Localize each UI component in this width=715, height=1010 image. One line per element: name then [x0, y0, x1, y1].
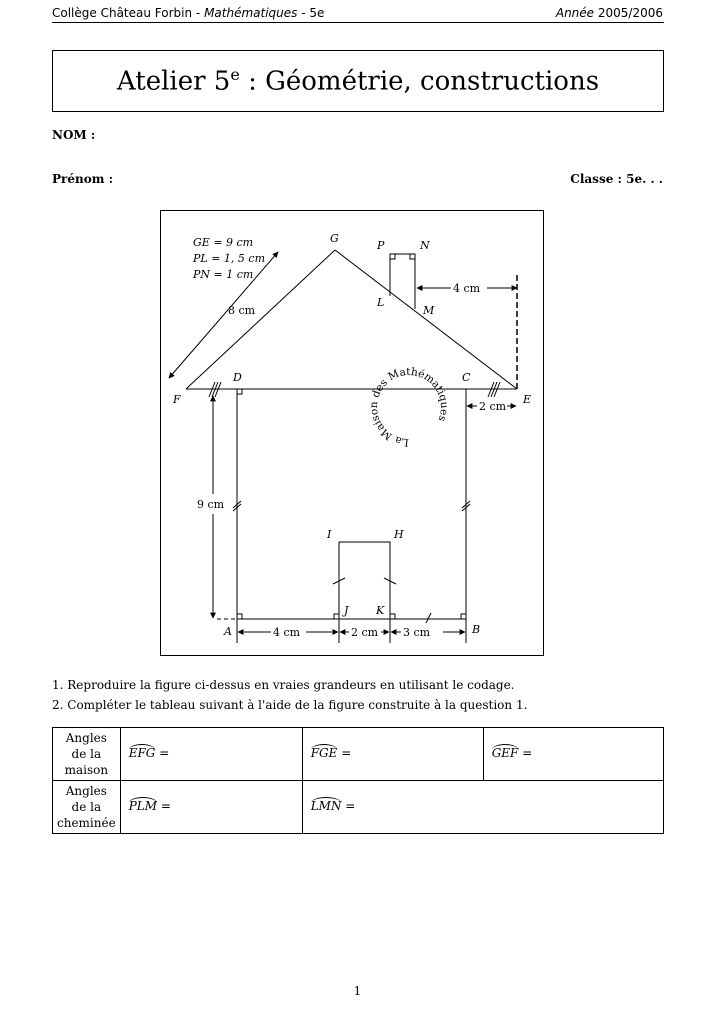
- title-prefix: Atelier 5: [116, 66, 231, 97]
- row-head-line: Angles: [65, 731, 107, 745]
- cell-lmn[interactable]: [302, 781, 663, 834]
- year-label: Année: [555, 6, 595, 20]
- point-l: L: [377, 296, 385, 309]
- header-right: [556, 6, 663, 20]
- point-m: M: [423, 304, 435, 317]
- cell-gef[interactable]: [483, 728, 663, 781]
- right-angle-j: [334, 614, 339, 619]
- equals-sign: =: [155, 746, 170, 760]
- given-pn: PN = 1 cm: [193, 268, 254, 281]
- table-row-maison: [53, 728, 664, 781]
- point-n: N: [420, 239, 430, 252]
- equals-sign: =: [518, 746, 533, 760]
- given-ge: GE = 9 cm: [193, 236, 254, 249]
- point-c: C: [462, 371, 471, 384]
- point-p: P: [377, 239, 385, 252]
- point-i: I: [327, 528, 332, 541]
- point-h: H: [394, 528, 404, 541]
- header-separator: -: [192, 6, 205, 20]
- dim-label-da: 9 cm: [197, 498, 225, 511]
- dim-label-c-to-e: 2 cm: [479, 400, 507, 413]
- point-a: A: [224, 625, 232, 638]
- school-year: 2005/2006: [597, 6, 663, 20]
- dim-label-jk: 2 cm: [351, 626, 379, 639]
- right-angle-k: [390, 614, 395, 619]
- question-1: 1. Reproduire la figure ci-dessus en vraies grandeurs en utilisant le codage.: [52, 678, 515, 692]
- cell-plm[interactable]: [120, 781, 302, 834]
- equals-sign: =: [341, 799, 356, 813]
- row-head-maison: [53, 728, 121, 781]
- question-2: 2. Compléter le tableau suivant à l'aide de la figure construite à la question 1.: [52, 698, 528, 712]
- class-level: - 5e: [297, 6, 325, 20]
- equals-sign: =: [337, 746, 352, 760]
- angle-plm: PLM: [128, 799, 158, 813]
- header-rule: [52, 22, 664, 23]
- row-head-line: cheminée: [57, 816, 116, 830]
- point-b: B: [472, 623, 481, 636]
- angle-lmn: LMN: [310, 799, 342, 813]
- row-head-line: de la: [71, 747, 102, 761]
- point-e: E: [523, 393, 532, 406]
- right-angle-a: [237, 614, 242, 619]
- angles-table: [52, 727, 664, 834]
- school-name: Collège Château Forbin: [52, 6, 193, 20]
- dim-label-aj: 4 cm: [273, 626, 301, 639]
- row-head-cheminee: [53, 781, 121, 834]
- point-k: K: [376, 604, 385, 617]
- prenom-field-label: Prénom :: [52, 172, 114, 186]
- right-angle-n: [410, 254, 415, 259]
- dim-label-kb: 3 cm: [403, 626, 431, 639]
- title-superscript: e: [230, 65, 240, 85]
- nom-field-label: NOM :: [52, 128, 96, 142]
- maison-stamp: La Maison des Mathématiques: [367, 365, 451, 449]
- point-f: F: [173, 393, 181, 406]
- angle-fge: FGE: [310, 746, 338, 760]
- right-angle-p: [390, 254, 395, 259]
- classe-field-label: Classe : 5e. . .: [570, 172, 663, 186]
- angle-efg: EFG: [128, 746, 156, 760]
- right-angle-b: [461, 614, 466, 619]
- table-row-cheminee: [53, 781, 664, 834]
- house-diagram: [161, 211, 543, 655]
- title-suffix: : Géométrie, constructions: [239, 66, 600, 97]
- page-number: 1: [353, 984, 362, 998]
- code-kb: [426, 613, 431, 623]
- row-head-line: Angles: [65, 784, 107, 798]
- dim-label-fg: 8 cm: [228, 304, 256, 317]
- page-title: [117, 65, 599, 97]
- cell-efg[interactable]: [120, 728, 302, 781]
- row-head-line: de la: [71, 800, 102, 814]
- given-pl: PL = 1, 5 cm: [193, 252, 265, 265]
- point-j: J: [344, 604, 349, 617]
- row-head-line: maison: [64, 763, 109, 777]
- house-figure: [160, 210, 544, 656]
- equals-sign: =: [157, 799, 171, 813]
- header-left: [52, 6, 324, 20]
- dim-label-m-to-e: 4 cm: [453, 282, 481, 295]
- right-angle-d: [237, 389, 242, 394]
- cell-fge[interactable]: [302, 728, 483, 781]
- title-box: [52, 50, 664, 112]
- subject-name: Mathématiques: [204, 6, 298, 20]
- point-d: D: [233, 371, 242, 384]
- angle-gef: GEF: [491, 746, 519, 760]
- point-g: G: [330, 232, 339, 245]
- segment-ge: [335, 250, 517, 389]
- chimney: [390, 254, 415, 309]
